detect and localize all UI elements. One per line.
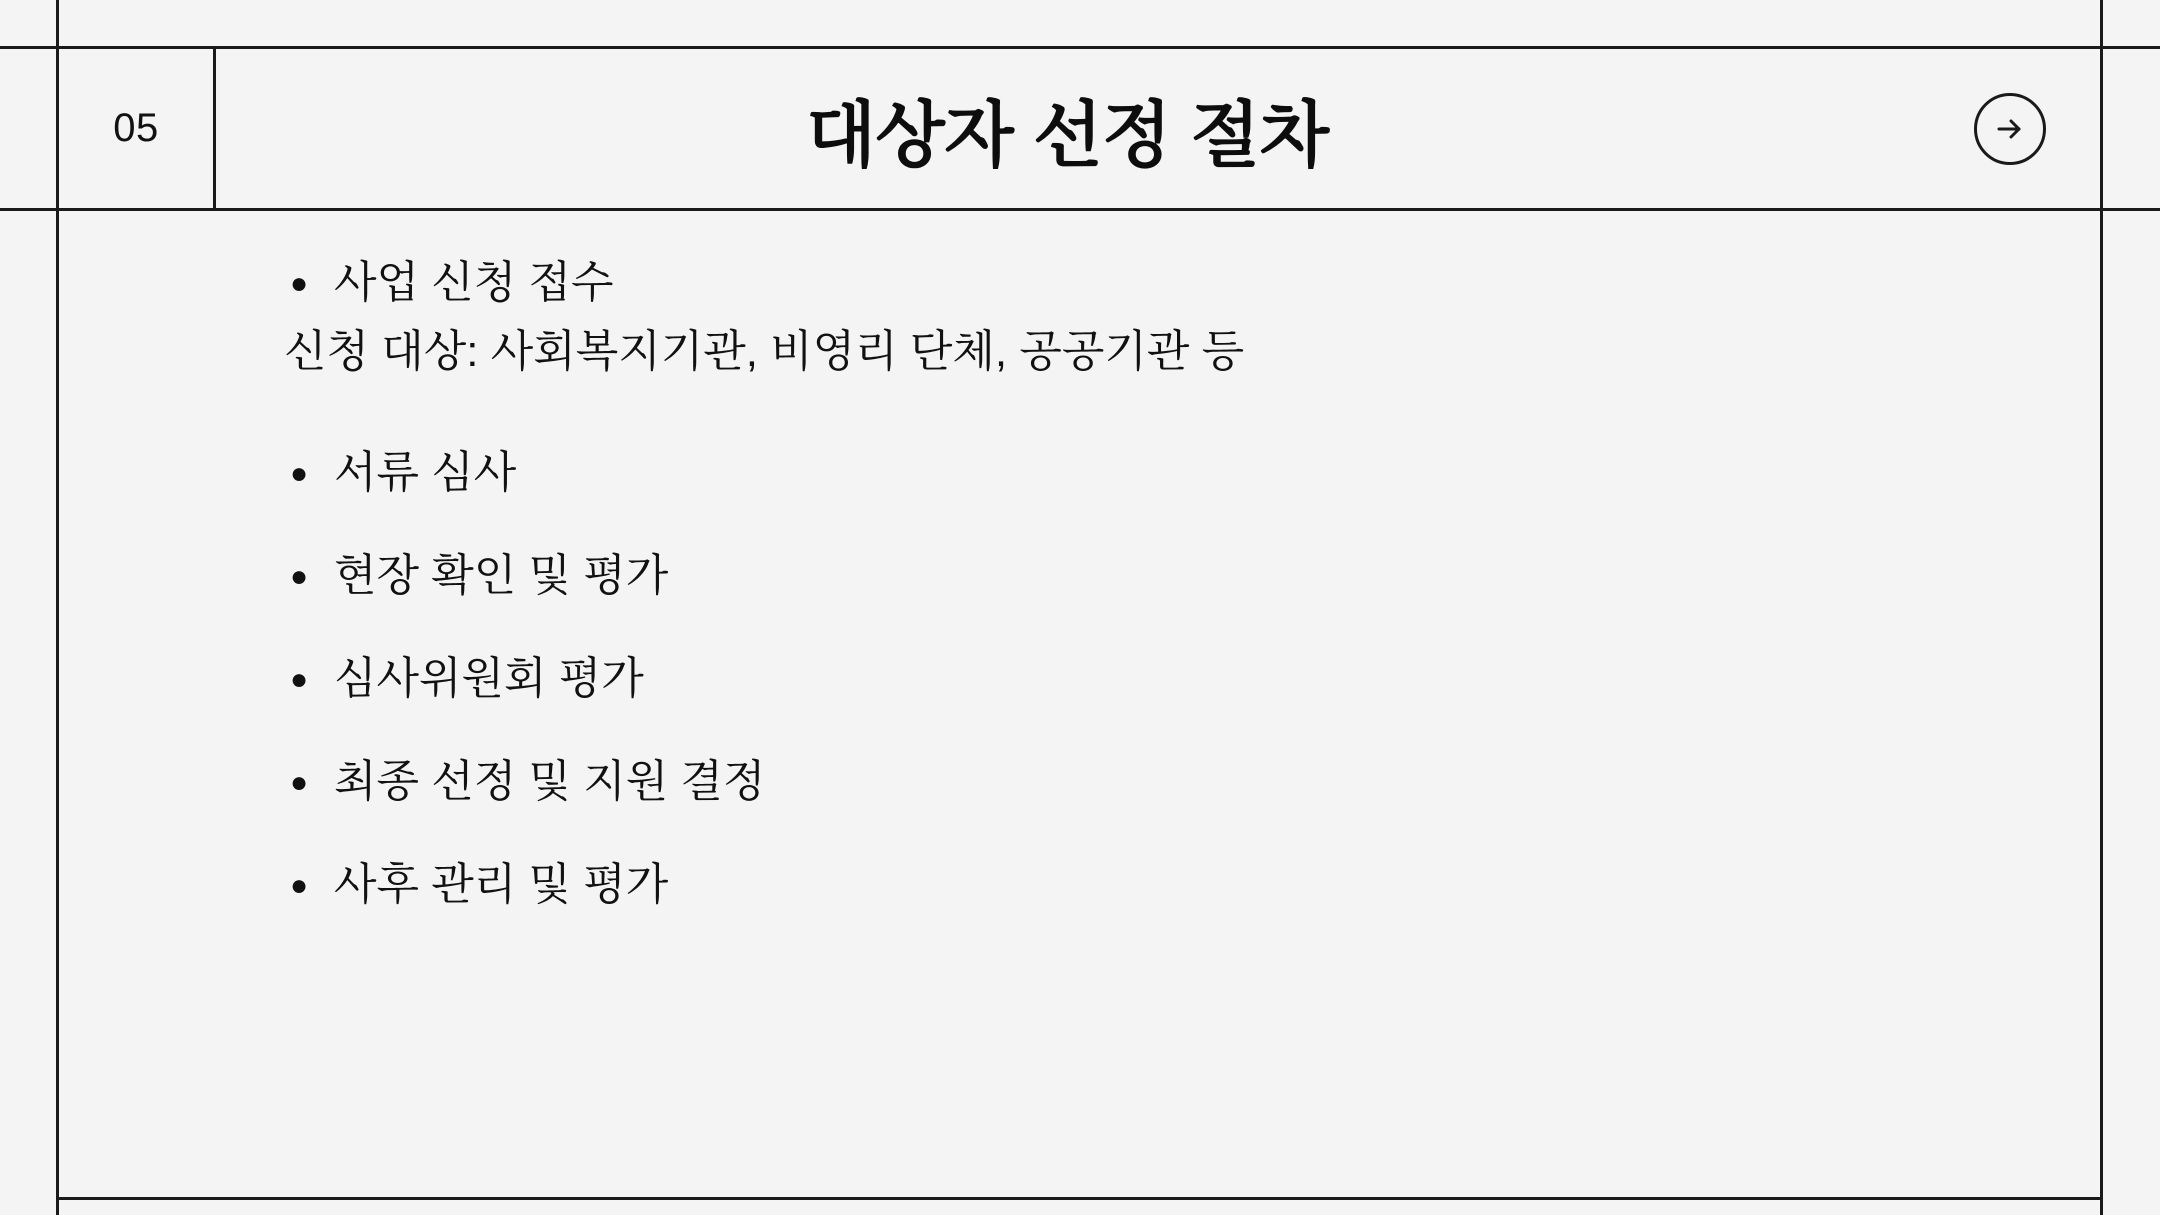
list-item	[284, 255, 1990, 379]
slide-header	[59, 49, 2100, 208]
bullet-icon: ●	[290, 869, 309, 902]
next-slide-button[interactable]	[1974, 93, 2046, 165]
spacer	[290, 379, 1990, 445]
spacer	[290, 706, 1990, 754]
page-title-container	[216, 49, 1919, 208]
bullet-icon: ●	[290, 457, 309, 490]
procedure-list	[284, 255, 1990, 912]
bullet-icon: ●	[290, 663, 309, 696]
header-bottom-rule	[0, 208, 2160, 211]
list-item	[290, 548, 1990, 603]
right-frame-rule	[2100, 0, 2103, 1215]
page-title: 대상자 선정 절차	[806, 95, 1329, 176]
spacer	[290, 603, 1990, 651]
list-item-label: 현장 확인 및 평가	[334, 551, 669, 600]
arrow-right-icon	[1990, 109, 2030, 149]
list-item-subtext: 신청 대상: 사회복지기관, 비영리 단체, 공공기관 등	[284, 327, 1245, 376]
slide-number: 05	[113, 106, 159, 150]
list-item-label: 서류 심사	[334, 448, 517, 497]
list-item-label: 사후 관리 및 평가	[334, 860, 669, 909]
bottom-rule	[56, 1197, 2103, 1200]
list-item	[290, 754, 1990, 809]
spacer	[290, 500, 1990, 548]
list-item	[290, 857, 1990, 912]
spacer	[290, 809, 1990, 857]
list-item-label: 심사위원회 평가	[334, 654, 644, 703]
list-item	[290, 445, 1990, 500]
list-item-label: 최종 선정 및 지원 결정	[334, 757, 766, 806]
list-item-label: 사업 신청 접수	[334, 258, 614, 307]
bullet-icon: ●	[290, 560, 309, 593]
next-action-container	[1919, 49, 2100, 208]
bullet-icon: ●	[290, 267, 309, 300]
list-item	[290, 651, 1990, 706]
bullet-icon: ●	[290, 766, 309, 799]
